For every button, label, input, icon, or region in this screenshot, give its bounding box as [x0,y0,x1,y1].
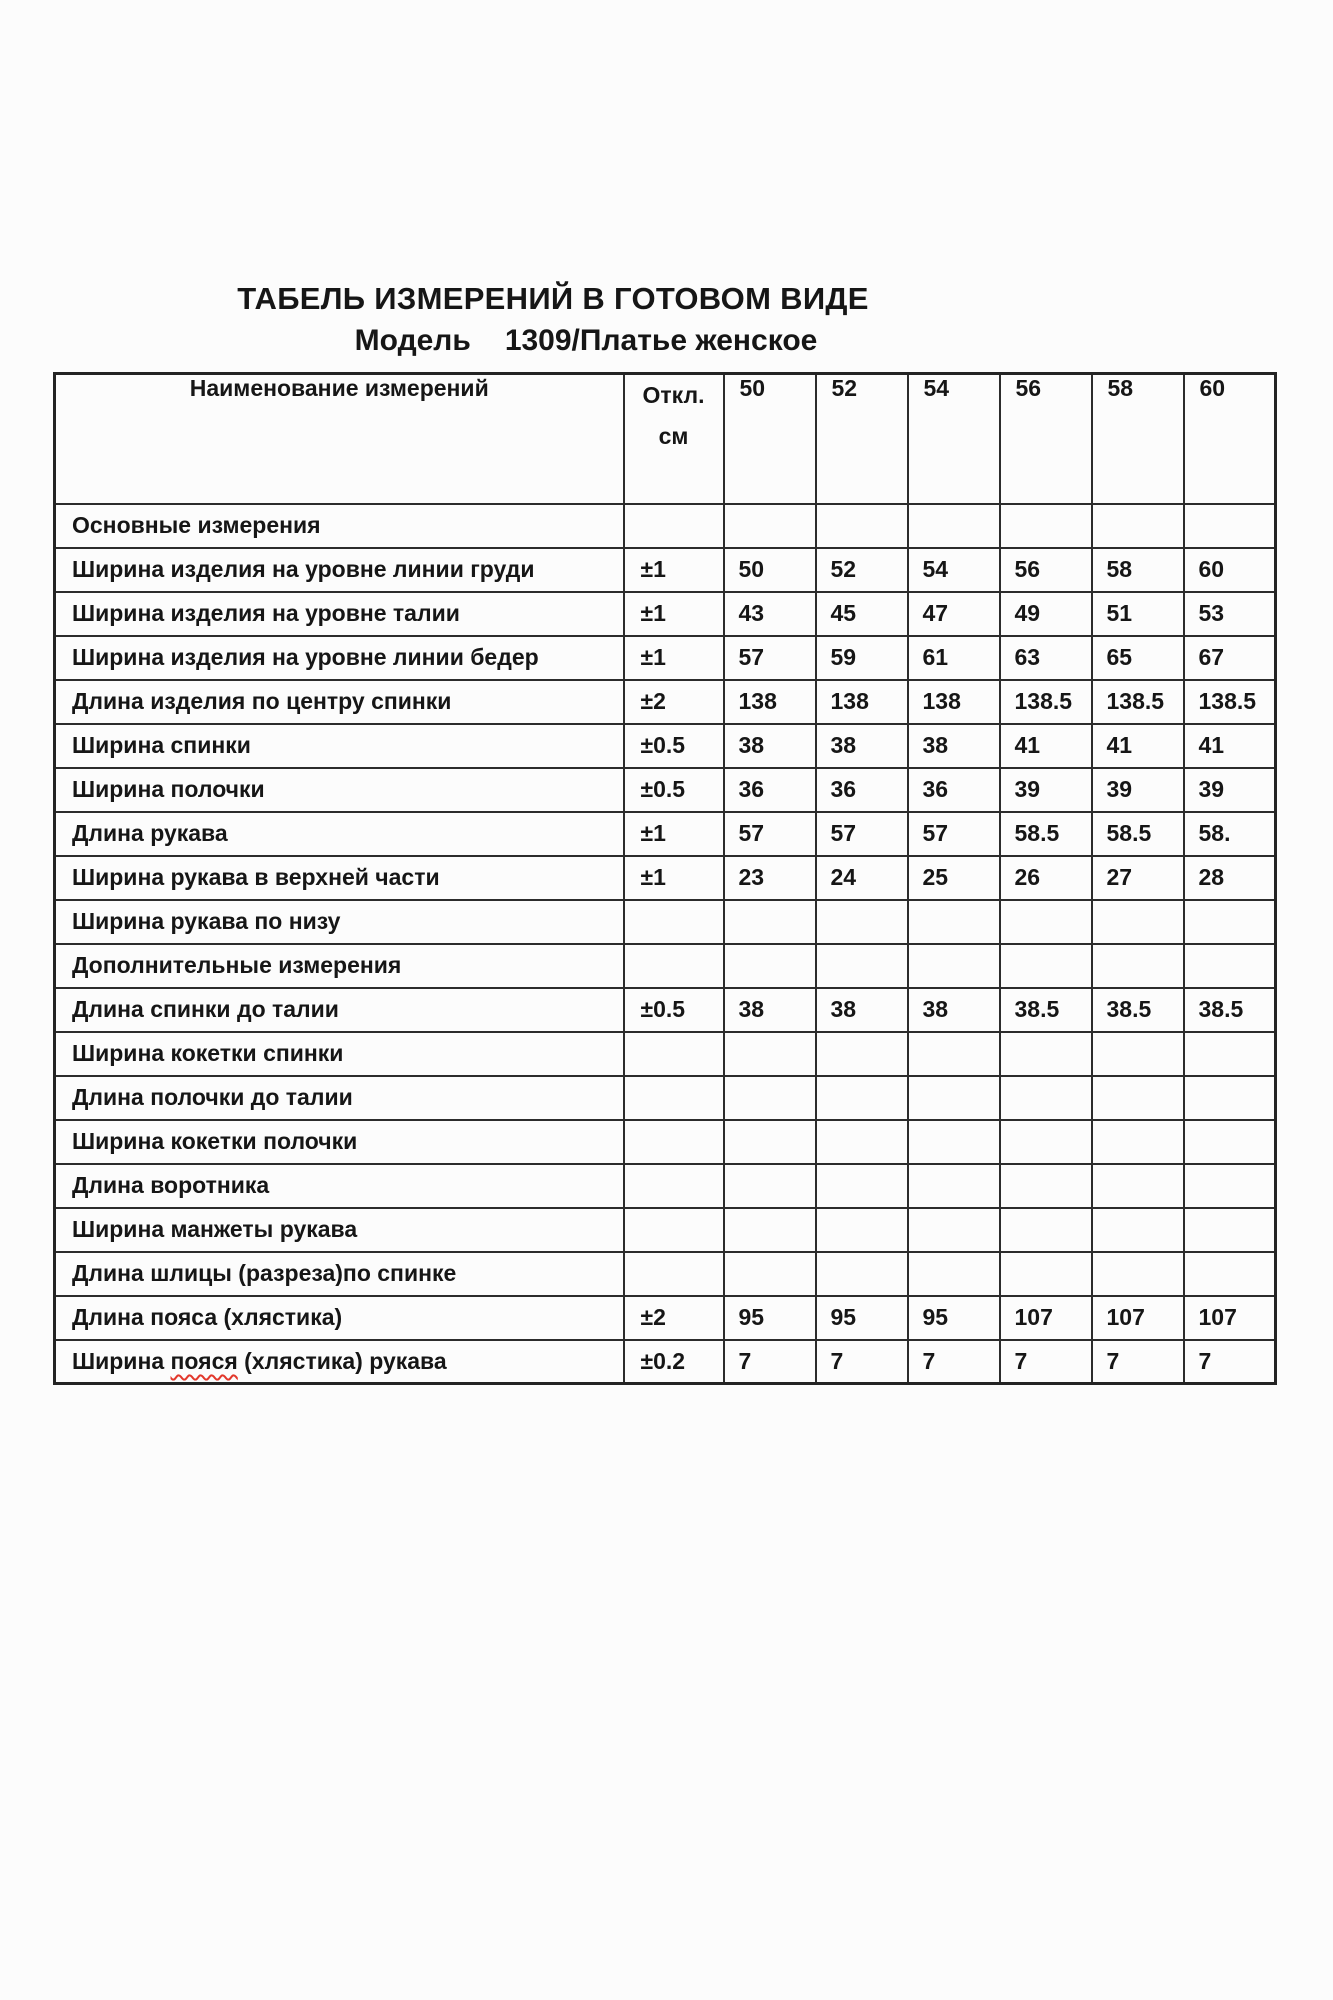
size-value-cell [908,900,1000,944]
model-label: Модель [354,323,471,357]
table-row [55,1120,1276,1164]
size-value-cell [1000,1120,1092,1164]
size-value-cell: 39 [1092,768,1184,812]
deviation-cell: ±0.5 [624,768,724,812]
measurement-name-cell: Ширина рукава в верхней части [55,856,624,900]
measurement-name-cell: Длина полочки до талии [55,1076,624,1120]
size-value-cell: 65 [1092,636,1184,680]
measurement-name-cell: Длина рукава [55,812,624,856]
deviation-cell: ±2 [624,1296,724,1340]
size-value-cell: 38 [908,988,1000,1032]
size-value-cell: 138.5 [1184,680,1276,724]
size-value-cell: 24 [816,856,908,900]
deviation-cell [624,1252,724,1296]
size-value-cell: 58.5 [1000,812,1092,856]
table-row [55,548,1276,592]
deviation-cell: ±1 [624,856,724,900]
table-row [55,724,1276,768]
size-value-cell: 36 [908,768,1000,812]
measurement-name-cell: Ширина манжеты рукава [55,1208,624,1252]
header-deviation-col [624,374,724,504]
size-value-cell: 67 [1184,636,1276,680]
measurement-name-cell: Ширина рукава по низу [55,900,624,944]
deviation-cell: ±1 [624,636,724,680]
table-row [55,680,1276,724]
table-body [55,504,1276,1384]
size-value-cell [816,1076,908,1120]
measurement-name-cell: Длина изделия по центру спинки [55,680,624,724]
size-value-cell [908,1076,1000,1120]
size-value-cell [908,1208,1000,1252]
size-value-cell [816,1032,908,1076]
size-value-cell: 38 [908,724,1000,768]
size-value-cell: 51 [1092,592,1184,636]
header-size-col-52: 52 [816,374,908,504]
size-value-cell: 60 [1184,548,1276,592]
size-value-cell: 138 [816,680,908,724]
size-value-cell: 58 [1092,548,1184,592]
measurement-name-cell: Длина спинки до талии [55,988,624,1032]
header-size-col-50: 50 [724,374,816,504]
size-value-cell: 107 [1000,1296,1092,1340]
size-value-cell [908,1252,1000,1296]
size-value-cell [908,1032,1000,1076]
deviation-cell [624,504,724,548]
size-value-cell: 7 [1092,1340,1184,1384]
size-value-cell [1184,1076,1276,1120]
size-value-cell: 95 [724,1296,816,1340]
misspelled-word: пояся [170,1347,238,1374]
size-value-cell [1000,1076,1092,1120]
table-row [55,1208,1276,1252]
size-value-cell: 43 [724,592,816,636]
deviation-cell [624,1120,724,1164]
size-value-cell: 138.5 [1000,680,1092,724]
size-value-cell [908,504,1000,548]
table-row [55,768,1276,812]
measurement-name-cell: Длина шлицы (разреза)по спинке [55,1252,624,1296]
measurement-name-cell: Ширина кокетки спинки [55,1032,624,1076]
size-value-cell: 138.5 [1092,680,1184,724]
size-value-cell [1092,1120,1184,1164]
table-row [55,592,1276,636]
deviation-cell: ±0.5 [624,724,724,768]
size-value-cell: 7 [724,1340,816,1384]
size-value-cell: 45 [816,592,908,636]
size-value-cell [816,944,908,988]
table-row [55,1340,1276,1384]
size-value-cell: 38 [816,724,908,768]
size-value-cell [1000,944,1092,988]
size-value-cell: 58.5 [1092,812,1184,856]
size-value-cell [1184,944,1276,988]
size-value-cell [1184,1208,1276,1252]
title-block [0,281,1106,358]
deviation-cell: ±0.2 [624,1340,724,1384]
table-row [55,636,1276,680]
size-value-cell: 39 [1000,768,1092,812]
table-row [55,988,1276,1032]
size-value-cell: 95 [816,1296,908,1340]
size-value-cell: 7 [1184,1340,1276,1384]
size-value-cell [724,1208,816,1252]
header-size-col-54: 54 [908,374,1000,504]
deviation-cell [624,1164,724,1208]
header-size-col-58: 58 [1092,374,1184,504]
header-size-col-60: 60 [1184,374,1276,504]
size-value-cell: 41 [1092,724,1184,768]
deviation-cell: ±2 [624,680,724,724]
deviation-cell: ±1 [624,812,724,856]
size-value-cell [1184,900,1276,944]
size-value-cell: 138 [724,680,816,724]
size-value-cell: 41 [1184,724,1276,768]
size-value-cell: 38.5 [1000,988,1092,1032]
size-value-cell: 26 [1000,856,1092,900]
size-value-cell: 57 [724,636,816,680]
size-value-cell [816,1208,908,1252]
size-value-cell [724,1120,816,1164]
size-value-cell [724,1076,816,1120]
deviation-cell [624,944,724,988]
size-value-cell [816,1120,908,1164]
size-value-cell: 57 [908,812,1000,856]
size-value-cell: 57 [724,812,816,856]
table-row [55,900,1276,944]
size-value-cell [1092,900,1184,944]
deviation-cell [624,1032,724,1076]
size-value-cell: 138 [908,680,1000,724]
size-value-cell: 38 [724,724,816,768]
size-value-cell [908,1120,1000,1164]
size-value-cell: 58. [1184,812,1276,856]
size-value-cell: 36 [724,768,816,812]
size-value-cell: 54 [908,548,1000,592]
deviation-cell: ±1 [624,592,724,636]
deviation-cell [624,1076,724,1120]
size-value-cell [1184,504,1276,548]
measurement-name-cell: Ширина пояся (хлястика) рукава [55,1340,624,1384]
size-value-cell: 39 [1184,768,1276,812]
deviation-cell: ±0.5 [624,988,724,1032]
size-value-cell: 53 [1184,592,1276,636]
size-value-cell: 56 [1000,548,1092,592]
size-value-cell [1000,900,1092,944]
measurement-name-cell: Длина пояса (хлястика) [55,1296,624,1340]
size-value-cell [1092,504,1184,548]
size-value-cell [1000,504,1092,548]
size-value-cell: 7 [908,1340,1000,1384]
size-value-cell: 38 [724,988,816,1032]
size-value-cell [1184,1120,1276,1164]
size-value-cell: 107 [1184,1296,1276,1340]
measurement-name-cell: Ширина спинки [55,724,624,768]
deviation-cell [624,1208,724,1252]
table-row [55,1296,1276,1340]
size-value-cell [1092,944,1184,988]
measurement-name-cell: Дополнительные измерения [55,944,624,988]
measurement-name-cell: Ширина кокетки полочки [55,1120,624,1164]
size-value-cell [1092,1076,1184,1120]
table-row [55,812,1276,856]
size-value-cell: 38.5 [1092,988,1184,1032]
size-value-cell [908,944,1000,988]
header-name-col: Наименование измерений [55,374,624,504]
size-value-cell [1092,1032,1184,1076]
size-value-cell [1184,1164,1276,1208]
table-row [55,1164,1276,1208]
deviation-unit-line2: см [658,423,689,450]
size-value-cell: 41 [1000,724,1092,768]
size-value-cell: 38 [816,988,908,1032]
measurement-name-cell: Ширина изделия на уровне талии [55,592,624,636]
size-value-cell [724,504,816,548]
size-value-cell: 36 [816,768,908,812]
size-value-cell: 57 [816,812,908,856]
deviation-cell: ±1 [624,548,724,592]
size-value-cell: 95 [908,1296,1000,1340]
size-value-cell: 61 [908,636,1000,680]
size-value-cell [1092,1252,1184,1296]
table-header-row [55,374,1276,504]
size-value-cell: 28 [1184,856,1276,900]
size-value-cell [724,944,816,988]
table-row [55,1252,1276,1296]
table-row [55,504,1276,548]
size-value-cell [1000,1032,1092,1076]
measurement-table [53,372,1277,1385]
size-value-cell: 23 [724,856,816,900]
size-value-cell [908,1164,1000,1208]
table-row [55,1076,1276,1120]
table-row [55,856,1276,900]
size-value-cell [816,504,908,548]
measurement-name-cell: Ширина изделия на уровне линии груди [55,548,624,592]
table-row [55,1032,1276,1076]
size-value-cell [724,1164,816,1208]
size-value-cell [724,900,816,944]
size-value-cell: 47 [908,592,1000,636]
table-row [55,944,1276,988]
size-value-cell [1000,1208,1092,1252]
size-value-cell [724,1032,816,1076]
model-value: 1309/Платье женское [504,323,818,357]
size-value-cell: 7 [816,1340,908,1384]
size-value-cell: 7 [1000,1340,1092,1384]
size-value-cell [1000,1252,1092,1296]
size-value-cell: 38.5 [1184,988,1276,1032]
size-value-cell: 25 [908,856,1000,900]
size-value-cell [724,1252,816,1296]
size-value-cell: 52 [816,548,908,592]
measurement-name-cell: Длина воротника [55,1164,624,1208]
header-size-col-56: 56 [1000,374,1092,504]
size-value-cell [1000,1164,1092,1208]
size-value-cell: 49 [1000,592,1092,636]
size-value-cell: 63 [1000,636,1092,680]
size-value-cell [816,1252,908,1296]
size-value-cell [1092,1164,1184,1208]
size-value-cell: 50 [724,548,816,592]
size-value-cell [1092,1208,1184,1252]
size-value-cell [816,900,908,944]
size-value-cell: 27 [1092,856,1184,900]
size-value-cell: 59 [816,636,908,680]
deviation-cell [624,900,724,944]
measurement-name-cell: Ширина полочки [55,768,624,812]
measurement-name-cell: Основные измерения [55,504,624,548]
size-value-cell: 107 [1092,1296,1184,1340]
document-title: ТАБЕЛЬ ИЗМЕРЕНИЙ В ГОТОВОМ ВИДЕ [237,281,869,316]
model-line [0,324,1106,359]
measurement-name-cell: Ширина изделия на уровне линии бедер [55,636,624,680]
size-value-cell [1184,1252,1276,1296]
deviation-unit-line1: Откл. [642,382,705,408]
size-value-cell [816,1164,908,1208]
size-value-cell [1184,1032,1276,1076]
